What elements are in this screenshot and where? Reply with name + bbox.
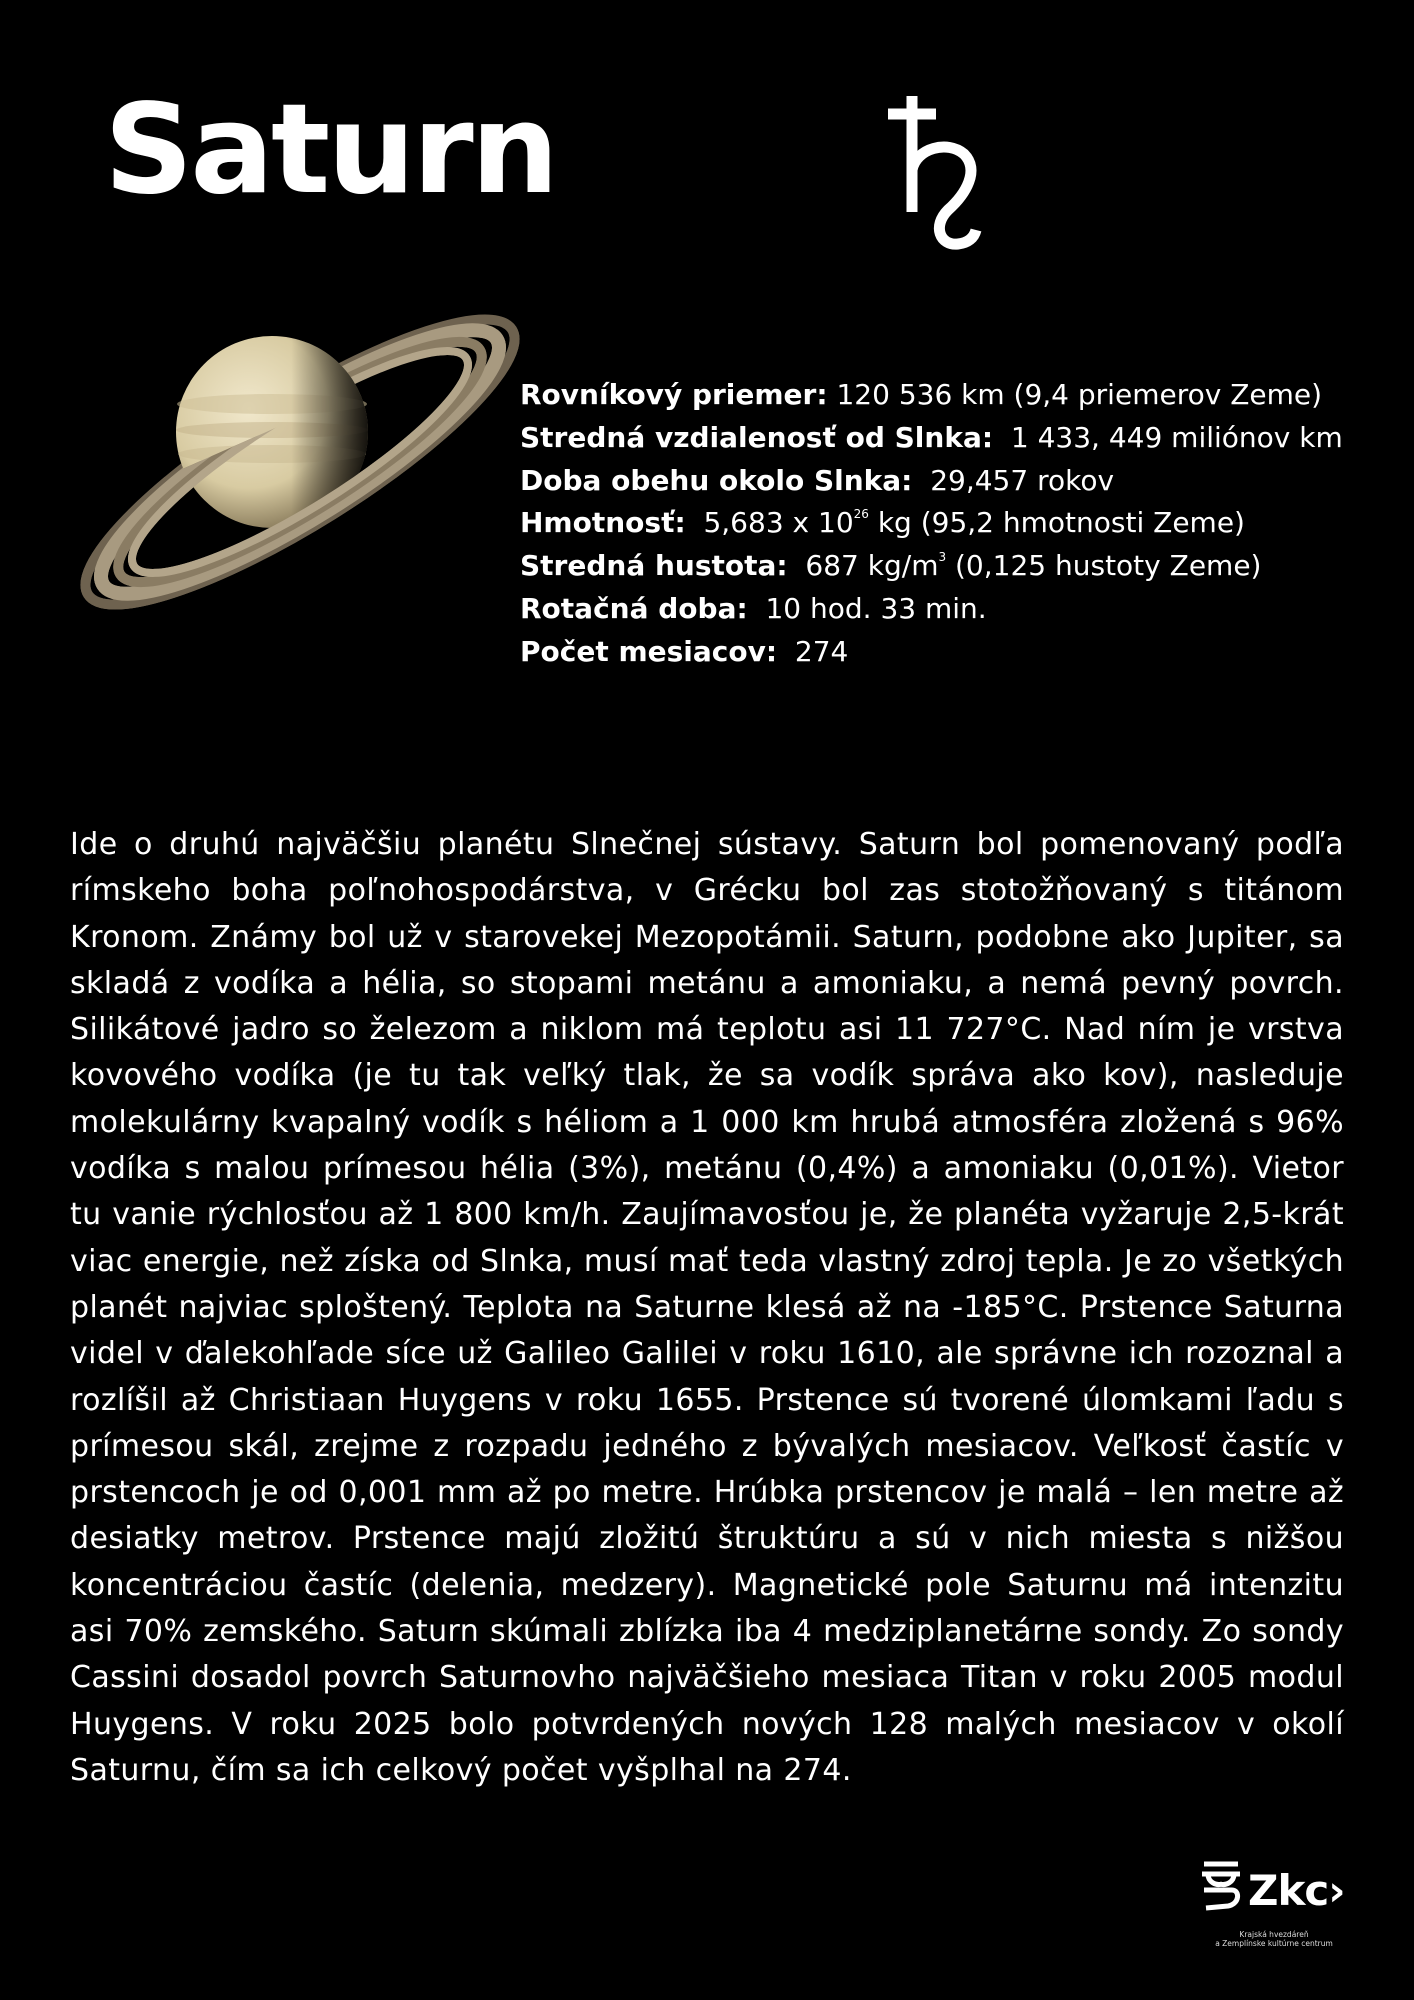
fact-row [520, 374, 1400, 417]
saturn-planet-image [40, 282, 560, 642]
fact-label: Stredná vzdialenosť od Slnka: [520, 420, 994, 454]
fact-exponent: 3 [938, 550, 947, 565]
fact-exponent: 26 [853, 507, 869, 522]
facts-list [520, 374, 1400, 674]
fact-row [520, 588, 1400, 631]
fact-value-part: 687 kg/m [805, 549, 939, 583]
logo-subtitle-line: a Zemplínske kultúrne centrum [1215, 1939, 1333, 1948]
fact-row [520, 502, 1400, 545]
logo-subtitle [1204, 1930, 1344, 1948]
logo-wordmark: Zkc› [1248, 1866, 1345, 1915]
fact-value: 1 433, 449 miliónov km [1010, 420, 1343, 454]
saturn-symbol-icon [878, 90, 988, 260]
fact-value-part: (0,125 hustoty Zeme) [946, 549, 1262, 583]
fact-label: Počet mesiacov: [520, 634, 778, 668]
fact-label: Doba obehu okolo Slnka: [520, 463, 913, 497]
fact-value [703, 506, 1245, 539]
observatory-logo-icon [1198, 1860, 1244, 1918]
fact-row [520, 545, 1400, 588]
fact-value-part: kg (95,2 hmotnosti Zeme) [868, 506, 1245, 540]
page-title: Saturn [104, 78, 556, 222]
description-paragraph: Ide o druhú najväčšiu planétu Slnečnej sústavy. Saturn bol pomenovaný podľa rímskeho boha poľnohospodárstva, v Grécku bol zas stotožňovaný s titánom Kronom. Známy bol už v starovekej Mezopotámii. Saturn, podobne ako Jupiter, sa skladá z vodíka a hélia, so stopami metánu a amoniaku, a nemá pevný povrch. Silikátové jadro so železom a niklom má teplotu asi 11 727°C. Nad ním je vrstva kovového vodíka (je tu tak veľký tlak, že sa vodík správa ako kov), nasleduje molekulárny kvapalný vodík s héliom a 1 000 km hrubá atmosféra zložená s 96% vodíka s malou prímesou hélia (3%), metánu (0,4%) a amoniaku (0,01%). Vietor tu vanie rýchlosťou až 1 800 km/h. Zaujímavosťou je, že planéta vyžaruje 2,5-krát viac energie, než získa od Slnka, musí mať teda vlastný zdroj tepla. Je zo všetkých planét najviac sploštený. Teplota na Saturne klesá až na -185°C. Prstence Saturna videl v ďalekohľade síce už Galileo Galilei v roku 1610, ale správne ich rozoznal a rozlíšil až Christiaan Huygens v roku 1655. Prstence sú tvorené úlomkami ľadu s prímesou skál, zrejme z rozpadu jedného z bývalých mesiacov. Veľkosť častíc v prstencoch je od 0,001 mm až po metre. Hrúbka prstencov je malá – len metre až desiatky metrov. Prstence majú zložitú štruktúru a sú v nich miesta s nižšou koncentráciou častíc (delenia, medzery). Magnetické pole Saturnu má intenzitu asi 70% zemského. Saturn skúmali zblízka iba 4 medziplanetárne sondy. Zo sondy Cassini dosadol povrch Saturnovho najväčšieho mesiaca Titan v roku 2005 modul Huygens. V roku 2025 bolo potvrdených nových 128 malých mesiacov v okolí Saturnu, čím sa ich celkový počet vyšplhal na 274. [70, 827, 1344, 1788]
fact-row [520, 417, 1400, 460]
fact-value: 274 [794, 634, 849, 668]
fact-label: Rotačná doba: [520, 591, 748, 625]
fact-row [520, 631, 1400, 674]
fact-value: 29,457 rokov [930, 463, 1115, 497]
fact-label: Rovníkový priemer: [520, 378, 828, 411]
logo-subtitle-line: Krajská hvezdáreň [1239, 1930, 1309, 1939]
fact-value-part: 5,683 x 10 [703, 506, 854, 540]
fact-value: 120 536 km (9,4 priemerov Zeme) [836, 378, 1323, 411]
fact-row [520, 460, 1400, 503]
fact-label: Stredná hustota: [520, 549, 788, 583]
zkc-logo [1198, 1852, 1348, 1952]
fact-value [805, 549, 1261, 582]
fact-label: Hmotnosť: [520, 506, 686, 540]
fact-value: 10 hod. 33 min. [765, 591, 987, 625]
